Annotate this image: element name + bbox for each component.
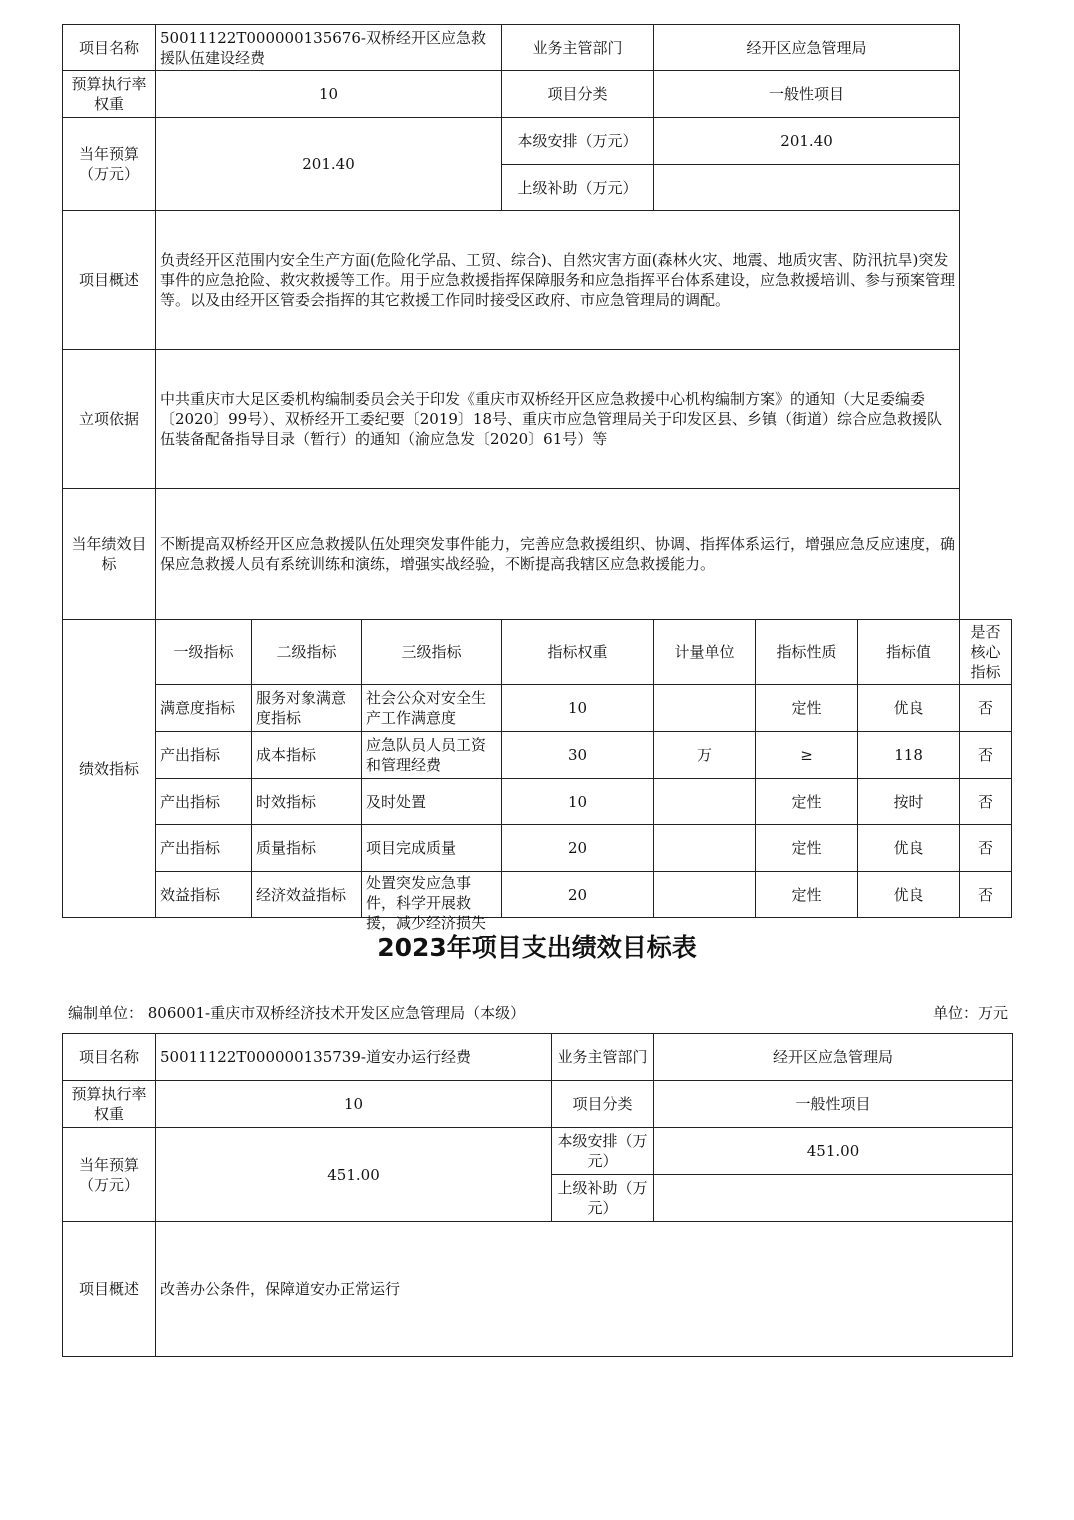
superior-value bbox=[654, 1175, 1013, 1222]
project-name-value: 50011122T000000135739-道安办运行经费 bbox=[156, 1034, 552, 1081]
perf-header: 二级指标 bbox=[252, 620, 362, 685]
perf-header: 计量单位 bbox=[654, 620, 756, 685]
perf-header: 指标值 bbox=[858, 620, 960, 685]
basis-label: 立项依据 bbox=[63, 350, 156, 489]
perf-cell: 优良 bbox=[858, 825, 960, 872]
perf-cell: 满意度指标 bbox=[156, 685, 252, 732]
perf-cell: 万 bbox=[654, 732, 756, 779]
table-row bbox=[63, 825, 1012, 872]
perf-header: 三级指标 bbox=[362, 620, 502, 685]
compile-unit: 编制单位： 806001-重庆市双桥经济技术开发区应急管理局（本级） bbox=[68, 1004, 526, 1022]
local-value: 451.00 bbox=[654, 1128, 1013, 1175]
budget-value: 201.40 bbox=[156, 118, 502, 211]
project-name-label: 项目名称 bbox=[63, 1034, 156, 1081]
page-title: 2023年项目支出绩效目标表 bbox=[377, 933, 697, 962]
perf-cell: 产出指标 bbox=[156, 732, 252, 779]
perf-cell bbox=[654, 872, 756, 918]
table-row bbox=[63, 685, 1012, 732]
perf-cell: 定性 bbox=[756, 872, 858, 918]
dept-label: 业务主管部门 bbox=[552, 1034, 654, 1081]
perf-header: 一级指标 bbox=[156, 620, 252, 685]
perf-cell: 效益指标 bbox=[156, 872, 252, 918]
budget-value: 451.00 bbox=[156, 1128, 552, 1222]
perf-cell: 20 bbox=[502, 872, 654, 918]
perf-cell: 优良 bbox=[858, 872, 960, 918]
goal-value: 不断提高双桥经开区应急救援队伍处理突发事件能力，完善应急救援组织、协调、指挥体系运行，增强应急反应速度，确保应急救援人员有系统训练和演练，增强实战经验，不断提高我辖区应急救援能力。 bbox=[156, 489, 960, 620]
budget-label: 当年预算（万元） bbox=[63, 118, 156, 211]
perf-header: 指标权重 bbox=[502, 620, 654, 685]
perf-cell: 定性 bbox=[756, 825, 858, 872]
category-label: 项目分类 bbox=[552, 1081, 654, 1128]
perf-cell: 定性 bbox=[756, 779, 858, 825]
overview-label: 项目概述 bbox=[63, 211, 156, 350]
dept-value: 经开区应急管理局 bbox=[654, 25, 960, 71]
perf-cell: 否 bbox=[960, 685, 1012, 732]
table-row bbox=[63, 732, 1012, 779]
project-table-1 bbox=[62, 24, 1012, 932]
perf-label: 绩效指标 bbox=[63, 620, 156, 918]
weight-label: 预算执行率权重 bbox=[63, 1081, 156, 1128]
local-label: 本级安排（万元） bbox=[552, 1128, 654, 1175]
perf-cell: 社会公众对安全生产工作满意度 bbox=[362, 685, 502, 732]
perf-header: 指标性质 bbox=[756, 620, 858, 685]
project-name-value: 50011122T000000135676-双桥经开区应急救援队伍建设经费 bbox=[156, 25, 502, 71]
overview-value: 改善办公条件，保障道安办正常运行 bbox=[156, 1222, 1013, 1357]
local-label: 本级安排（万元） bbox=[502, 118, 654, 165]
table-row bbox=[63, 779, 1012, 825]
perf-cell: 10 bbox=[502, 685, 654, 732]
perf-cell: 否 bbox=[960, 732, 1012, 779]
perf-cell: 否 bbox=[960, 825, 1012, 872]
perf-cell: 30 bbox=[502, 732, 654, 779]
dept-label: 业务主管部门 bbox=[502, 25, 654, 71]
unit-label: 单位：万元 bbox=[932, 1004, 1008, 1022]
superior-label: 上级补助（万元） bbox=[502, 165, 654, 211]
goal-label: 当年绩效目标 bbox=[63, 489, 156, 620]
perf-cell: 应急队员人员工资和管理经费 bbox=[362, 732, 502, 779]
perf-cell: 否 bbox=[960, 872, 1012, 918]
category-label: 项目分类 bbox=[502, 71, 654, 118]
project-name-label: 项目名称 bbox=[63, 25, 156, 71]
perf-cell: 定性 bbox=[756, 685, 858, 732]
perf-cell: 10 bbox=[502, 779, 654, 825]
perf-cell: 服务对象满意度指标 bbox=[252, 685, 362, 732]
perf-cell: 产出指标 bbox=[156, 779, 252, 825]
perf-cell: 20 bbox=[502, 825, 654, 872]
perf-cell: 时效指标 bbox=[252, 779, 362, 825]
perf-cell: 产出指标 bbox=[156, 825, 252, 872]
perf-cell: ≥ bbox=[756, 732, 858, 779]
dept-value: 经开区应急管理局 bbox=[654, 1034, 1013, 1081]
superior-value bbox=[654, 165, 960, 211]
perf-cell bbox=[654, 825, 756, 872]
weight-label: 预算执行率权重 bbox=[63, 71, 156, 118]
overview-value: 负责经开区范围内安全生产方面(危险化学品、工贸、综合)、自然灾害方面(森林火灾、地震、地质灾害、防汛抗旱)突发事件的应急抢险、救灾救援等工作。用于应急救援指挥保障服务和应急指挥平台体系建设，应急救援培训、参与预案管理等。以及由经开区管委会指挥的其它救援工作同时接受区政府、市应急管理局的调配。 bbox=[156, 211, 960, 350]
category-value: 一般性项目 bbox=[654, 71, 960, 118]
weight-value: 10 bbox=[156, 1081, 552, 1128]
perf-cell: 优良 bbox=[858, 685, 960, 732]
perf-cell: 成本指标 bbox=[252, 732, 362, 779]
perf-cell: 质量指标 bbox=[252, 825, 362, 872]
perf-cell: 项目完成质量 bbox=[362, 825, 502, 872]
category-value: 一般性项目 bbox=[654, 1081, 1013, 1128]
local-value: 201.40 bbox=[654, 118, 960, 165]
budget-label: 当年预算（万元） bbox=[63, 1128, 156, 1222]
perf-cell: 及时处置 bbox=[362, 779, 502, 825]
overview-label: 项目概述 bbox=[63, 1222, 156, 1357]
perf-cell bbox=[654, 685, 756, 732]
perf-cell: 按时 bbox=[858, 779, 960, 825]
table-row bbox=[63, 872, 1012, 918]
perf-cell: 经济效益指标 bbox=[252, 872, 362, 918]
weight-value: 10 bbox=[156, 71, 502, 118]
perf-cell bbox=[654, 779, 756, 825]
perf-cell: 118 bbox=[858, 732, 960, 779]
perf-cell-text: 处置突发应急事件，科学开展救援，减少经济损失 bbox=[366, 874, 487, 932]
basis-value: 中共重庆市大足区委机构编制委员会关于印发《重庆市双桥经开区应急救援中心机构编制方案》的通知（大足委编委〔2020〕99号）、双桥经开工委纪要〔2019〕18号、重庆市应急管理局关于印发区县、乡镇（街道）综合应急救援队伍装备配备指导目录（暂行）的通知（渝应急发〔2020〕61号）等 bbox=[156, 350, 960, 489]
perf-cell: 否 bbox=[960, 779, 1012, 825]
perf-cell bbox=[362, 872, 502, 932]
superior-label: 上级补助（万元） bbox=[552, 1175, 654, 1222]
project-table-2 bbox=[62, 1033, 1013, 1357]
perf-header: 是否核心指标 bbox=[960, 620, 1012, 685]
